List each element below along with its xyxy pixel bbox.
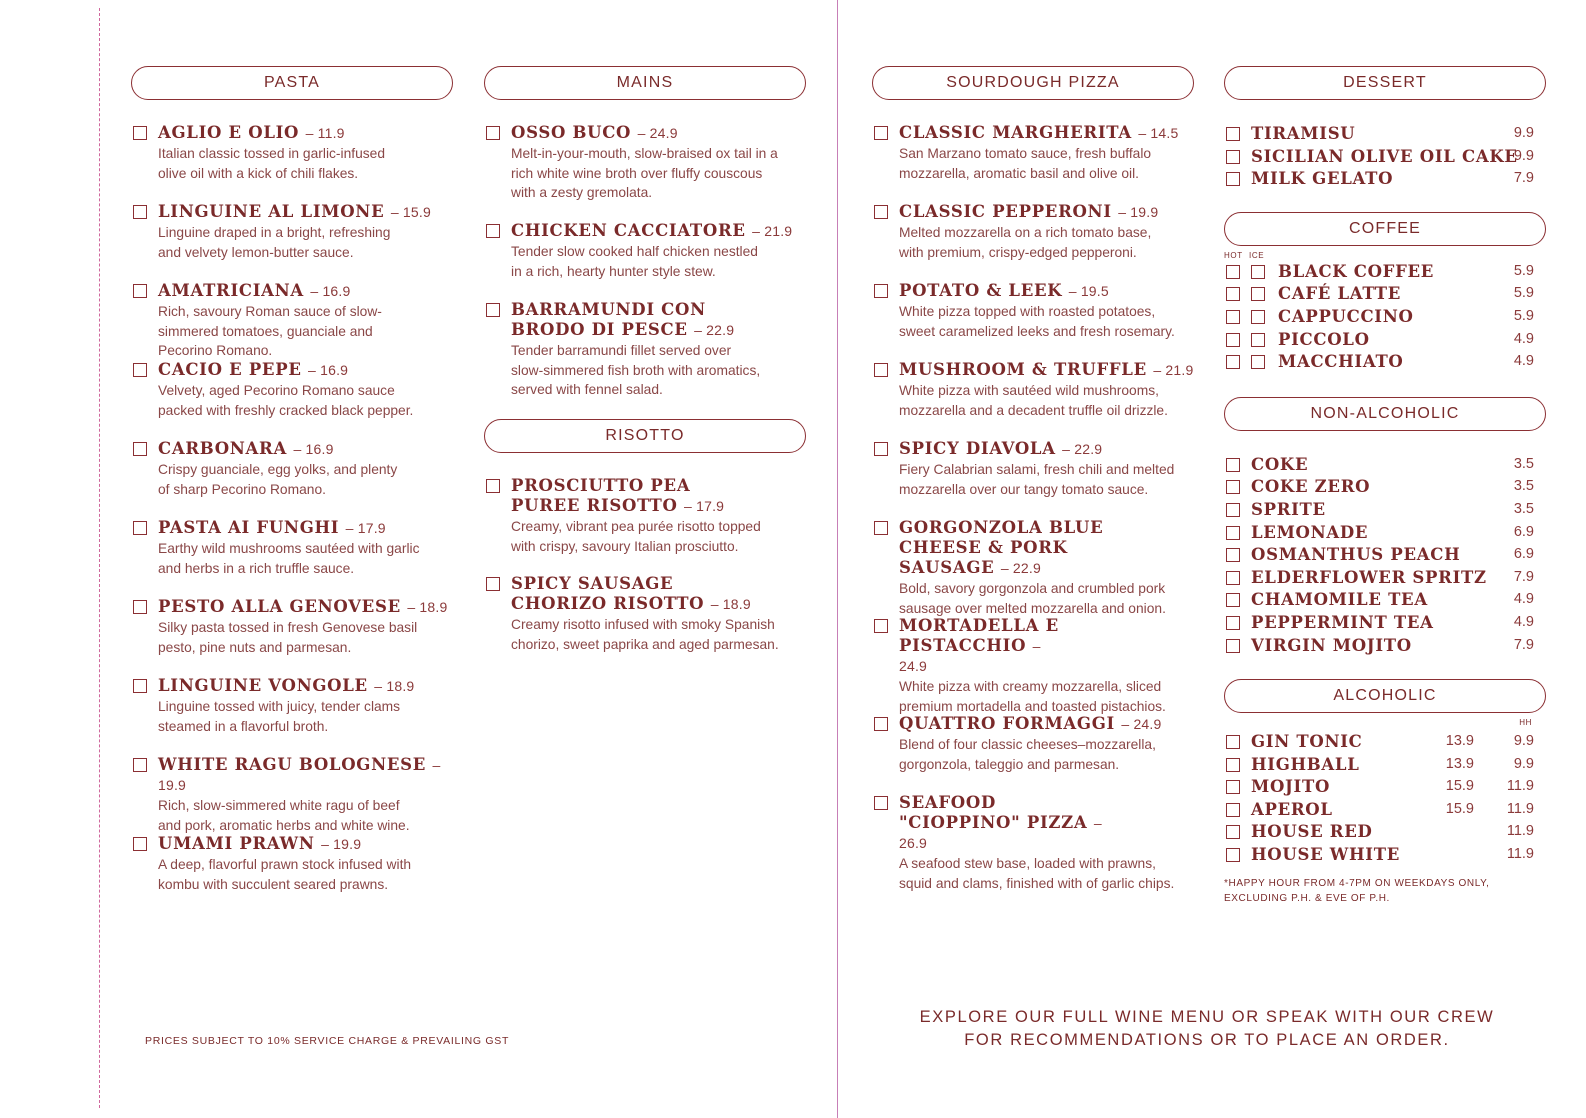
- item-name: GORGONZOLA BLUE CHEESE & PORK SAUSAGE: [899, 518, 1104, 577]
- item-description: Bold, savory gorgonzola and crumbled pork sausage over melted mozzarella and onion.: [899, 581, 1166, 616]
- drink-item: [1224, 351, 1546, 374]
- drink-name: PICCOLO: [1278, 329, 1370, 349]
- checkbox-icon[interactable]: [1226, 548, 1240, 562]
- item-title: [158, 360, 453, 380]
- drink-item: [1224, 635, 1546, 658]
- item-price: – 15.9: [390, 204, 431, 220]
- drink-name: TIRAMISU: [1251, 124, 1356, 143]
- checkbox-icon[interactable]: [1226, 150, 1240, 164]
- item-name: WHITE RAGU BOLOGNESE: [158, 755, 427, 774]
- drink-hh-price: 9.9: [1513, 733, 1534, 750]
- checkbox-icon[interactable]: [1226, 735, 1240, 749]
- item-price: – 19.9: [321, 836, 362, 852]
- drink-item: [1224, 821, 1546, 844]
- item-name: CHICKEN CACCIATORE: [511, 221, 746, 240]
- checkbox-icon[interactable]: [1226, 593, 1240, 607]
- menu-item: [484, 221, 806, 300]
- ice-checkbox-icon[interactable]: [1251, 333, 1265, 347]
- alcoholic-list: [1224, 731, 1546, 867]
- drink-name: OSMANTHUS PEACH: [1251, 545, 1461, 565]
- item-description: Italian classic tossed in garlic-infused olive oil with a kick of chili flakes.: [158, 146, 385, 181]
- drink-name: COKE ZERO: [1251, 477, 1371, 497]
- menu-item: [131, 518, 453, 597]
- menu-item: [484, 574, 806, 654]
- drink-hh-price: 11.9: [1506, 800, 1534, 817]
- checkbox-icon[interactable]: [1226, 758, 1240, 772]
- drink-price: 5.9: [1513, 285, 1534, 302]
- item-description: Tender slow cooked half chicken nestled in a rich, hearty hunter style stew.: [511, 244, 758, 279]
- item-price: – 24.9: [637, 125, 678, 141]
- ice-checkbox-icon[interactable]: [1251, 265, 1265, 279]
- checkbox-icon[interactable]: [133, 521, 147, 535]
- drink-item: [1224, 754, 1546, 777]
- checkbox-icon[interactable]: [133, 679, 147, 693]
- checkbox-icon[interactable]: [486, 126, 500, 140]
- checkbox-icon[interactable]: [1226, 848, 1240, 862]
- item-name: SPICY SAUSAGE CHORIZO RISOTTO: [511, 574, 705, 613]
- item-name: PESTO ALLA GENOVESE: [158, 597, 401, 616]
- item-price: – 14.5: [1138, 125, 1179, 141]
- drink-price: 4.9: [1513, 353, 1534, 370]
- hot-ice-labels: [1224, 249, 1546, 261]
- item-name: POTATO & LEEK: [899, 281, 1063, 300]
- mains-section: [484, 66, 806, 654]
- pasta-section: [131, 66, 453, 913]
- checkbox-icon[interactable]: [874, 126, 888, 140]
- menu-item: [131, 676, 453, 755]
- item-title: [899, 360, 1194, 380]
- drink-name: LEMONADE: [1251, 522, 1369, 542]
- item-price: – 11.9: [305, 125, 345, 141]
- item-description: Linguine draped in a bright, refreshing and velvety lemon-butter sauce.: [158, 225, 391, 260]
- item-name: SPICY DIAVOLA: [899, 439, 1056, 458]
- drink-name: BLACK COFFEE: [1278, 261, 1435, 281]
- menu-item: [131, 360, 453, 439]
- hot-checkbox-icon[interactable]: [1226, 265, 1240, 279]
- drink-item: [1224, 799, 1546, 822]
- item-title: [158, 202, 453, 222]
- item-description: White pizza with sautéed wild mushrooms, mozzarella and a decadent truffle oil drizzle.: [899, 383, 1168, 418]
- item-name: UMAMI PRAWN: [158, 834, 315, 853]
- menu-item: [872, 518, 1194, 616]
- item-title: [899, 714, 1194, 734]
- drink-name: HIGHBALL: [1251, 754, 1360, 774]
- item-name: AMATRICIANA: [158, 281, 304, 300]
- drink-hh-price: 11.9: [1506, 846, 1534, 863]
- item-price: – 19.9: [158, 757, 441, 793]
- menu-item: [131, 755, 453, 834]
- menu-item: [872, 281, 1194, 360]
- drink-item: [1224, 589, 1546, 612]
- fold-line: [837, 0, 838, 1118]
- drink-hh-price: 11.9: [1506, 823, 1534, 840]
- item-title: [511, 221, 806, 241]
- drink-name: COKE: [1251, 454, 1309, 474]
- checkbox-icon[interactable]: [486, 224, 500, 238]
- menu-item: [131, 202, 453, 281]
- checkbox-icon[interactable]: [874, 717, 888, 731]
- item-price: – 26.9: [899, 815, 1102, 851]
- item-title: [511, 574, 761, 614]
- drink-name: GIN TONIC: [1251, 732, 1363, 752]
- cut-guide-line: [99, 8, 100, 1108]
- item-title: [158, 755, 453, 795]
- checkbox-icon[interactable]: [1226, 480, 1240, 494]
- item-price: – 21.9: [1153, 362, 1194, 378]
- hot-checkbox-icon[interactable]: [1226, 287, 1240, 301]
- item-name: LINGUINE AL LIMONE: [158, 202, 385, 221]
- checkbox-icon[interactable]: [133, 758, 147, 772]
- drink-price: 3.5: [1513, 455, 1534, 472]
- item-description: White pizza topped with roasted potatoes, sweet caramelized leeks and fresh rosemary.: [899, 304, 1175, 339]
- drink-price: 3.5: [1513, 478, 1534, 495]
- menu-item: [872, 202, 1194, 281]
- drink-name: CHAMOMILE TEA: [1251, 590, 1428, 610]
- drink-price: 5.9: [1513, 307, 1534, 324]
- item-title: [511, 123, 806, 143]
- checkbox-icon[interactable]: [486, 479, 500, 493]
- drink-item: [1224, 283, 1546, 306]
- menu-item: [872, 123, 1194, 202]
- item-price: – 18.9: [407, 599, 448, 615]
- menu-item: [131, 439, 453, 518]
- drinks-section: [1224, 66, 1546, 906]
- checkbox-icon[interactable]: [1226, 803, 1240, 817]
- wine-menu-note: [900, 1006, 1514, 1052]
- item-price: – 18.9: [710, 596, 751, 612]
- item-title: [899, 281, 1194, 301]
- checkbox-icon[interactable]: [1226, 825, 1240, 839]
- checkbox-icon[interactable]: [1226, 571, 1240, 585]
- item-name: BARRAMUNDI CON BRODO DI PESCE: [511, 300, 706, 339]
- item-price: – 24.9: [1121, 716, 1162, 732]
- drink-item: [1224, 776, 1546, 799]
- drink-item: [1224, 476, 1546, 499]
- menu-item: [484, 123, 806, 221]
- menu-item: [484, 476, 806, 574]
- item-description: Earthy wild mushrooms sautéed with garlic and herbs in a rich truffle sauce.: [158, 541, 420, 576]
- drink-name: HOUSE WHITE: [1251, 845, 1400, 865]
- item-description: Velvety, aged Pecorino Romano sauce packed with freshly cracked black pepper.: [158, 383, 414, 418]
- item-title: [511, 476, 751, 516]
- hh-label-row: [1224, 713, 1546, 731]
- item-description: A deep, flavorful prawn stock infused with kombu with succulent seared prawns.: [158, 857, 412, 892]
- hot-checkbox-icon[interactable]: [1226, 333, 1240, 347]
- dessert-heading: DESSERT: [1224, 66, 1546, 100]
- drink-price: 4.9: [1513, 613, 1534, 630]
- item-price: – 24.9: [899, 638, 1041, 674]
- item-description: Creamy, vibrant pea purée risotto topped with crispy, savoury Italian prosciutto.: [511, 519, 761, 554]
- item-title: [899, 793, 1119, 853]
- wine-note-line-2: FOR RECOMMENDATIONS OR TO PLACE AN ORDER.: [964, 1031, 1450, 1049]
- menu-item: [484, 300, 806, 419]
- checkbox-icon[interactable]: [874, 284, 888, 298]
- drink-name: CAFÉ LATTE: [1278, 284, 1402, 304]
- drink-hh-price: 11.9: [1506, 778, 1534, 795]
- item-title: [158, 518, 453, 538]
- checkbox-icon[interactable]: [133, 442, 147, 456]
- item-description: A seafood stew base, loaded with prawns, squid and clams, finished with of garlic chips.: [899, 856, 1175, 891]
- item-name: QUATTRO FORMAGGI: [899, 714, 1115, 733]
- hot-checkbox-icon[interactable]: [1226, 310, 1240, 324]
- drink-name: VIRGIN MOJITO: [1251, 635, 1412, 655]
- drink-price: 9.9: [1513, 125, 1534, 141]
- drink-price: 6.9: [1513, 546, 1534, 563]
- checkbox-icon[interactable]: [133, 284, 147, 298]
- item-price: – 16.9: [310, 283, 351, 299]
- item-price: – 17.9: [684, 498, 725, 514]
- checkbox-icon[interactable]: [874, 363, 888, 377]
- item-description: Crispy guanciale, egg yolks, and plenty of sharp Pecorino Romano.: [158, 462, 398, 497]
- item-title: [158, 439, 453, 459]
- non-alcoholic-list: [1224, 454, 1546, 657]
- menu-item: [131, 123, 453, 202]
- checkbox-icon[interactable]: [1226, 127, 1240, 141]
- item-name: MUSHROOM & TRUFFLE: [899, 360, 1147, 379]
- pizza-section: [872, 66, 1194, 891]
- drink-name: MILK GELATO: [1251, 169, 1394, 189]
- hot-checkbox-icon[interactable]: [1226, 355, 1240, 369]
- pizza-list: [872, 123, 1194, 891]
- item-title: [899, 439, 1194, 459]
- checkbox-icon[interactable]: [133, 837, 147, 851]
- item-description: Melt-in-your-mouth, slow-braised ox tail in a rich white wine broth over fluffy couscous with a zesty gremolata.: [511, 146, 778, 200]
- item-description: Fiery Calabrian salami, fresh chili and melted mozzarella over our tangy tomato sauce.: [899, 462, 1175, 497]
- checkbox-icon[interactable]: [1226, 616, 1240, 630]
- drink-item: [1224, 329, 1546, 352]
- drink-item: [1224, 123, 1546, 146]
- risotto-heading: RISOTTO: [484, 419, 806, 453]
- item-description: Rich, slow-simmered white ragu of beef and pork, aromatic herbs and white wine.: [158, 798, 410, 833]
- item-name: CARBONARA: [158, 439, 287, 458]
- checkbox-icon[interactable]: [1226, 503, 1240, 517]
- checkbox-icon[interactable]: [1226, 458, 1240, 472]
- drink-item: [1224, 306, 1546, 329]
- item-name: CLASSIC MARGHERITA: [899, 123, 1132, 142]
- ice-checkbox-icon[interactable]: [1251, 310, 1265, 324]
- item-price: – 18.9: [374, 678, 415, 694]
- drink-price: 5.9: [1513, 262, 1534, 279]
- drink-price: 7.9: [1513, 170, 1534, 187]
- checkbox-icon[interactable]: [1226, 526, 1240, 540]
- item-title: [158, 123, 453, 143]
- ice-label: ICE: [1249, 250, 1265, 260]
- drink-name: ELDERFLOWER SPRITZ: [1251, 567, 1487, 587]
- checkbox-icon[interactable]: [133, 205, 147, 219]
- pizza-heading: SOURDOUGH PIZZA: [872, 66, 1194, 100]
- menu-item: [872, 439, 1194, 518]
- menu-item: [131, 597, 453, 676]
- checkbox-icon[interactable]: [486, 303, 500, 317]
- drink-name: MOJITO: [1251, 777, 1331, 797]
- item-name: MORTADELLA E PISTACCHIO: [899, 616, 1059, 655]
- item-price: – 22.9: [1000, 560, 1041, 576]
- item-title: [511, 300, 771, 340]
- item-title: [158, 676, 453, 696]
- checkbox-icon[interactable]: [133, 363, 147, 377]
- item-price: – 19.9: [1118, 204, 1159, 220]
- non-alcoholic-heading: NON-ALCOHOLIC: [1224, 397, 1546, 431]
- drink-item: [1224, 522, 1546, 545]
- drink-item: [1224, 499, 1546, 522]
- drink-name: HOUSE RED: [1251, 822, 1373, 842]
- drink-name: SICILIAN OLIVE OIL CAKE: [1251, 146, 1518, 166]
- checkbox-icon[interactable]: [874, 205, 888, 219]
- item-price: – 22.9: [694, 322, 735, 338]
- item-title: [899, 518, 1169, 578]
- item-description: Silky pasta tossed in fresh Genovese basil pesto, pine nuts and parmesan.: [158, 620, 418, 655]
- drink-item: [1224, 567, 1546, 590]
- drink-price: 9.9: [1513, 147, 1534, 164]
- item-price: – 17.9: [345, 520, 386, 536]
- checkbox-icon[interactable]: [486, 577, 500, 591]
- happy-hour-footnote: *HAPPY HOUR FROM 4-7PM ON WEEKDAYS ONLY, EXCLUDING P.H. & EVE OF P.H.: [1224, 877, 1490, 904]
- item-name: LINGUINE VONGOLE: [158, 676, 368, 695]
- wine-note-line-1: EXPLORE OUR FULL WINE MENU OR SPEAK WITH OUR CREW: [919, 1008, 1495, 1026]
- item-description: Linguine tossed with juicy, tender clams steamed in a flavorful broth.: [158, 699, 401, 734]
- drink-price: 4.9: [1513, 330, 1534, 347]
- item-name: CLASSIC PEPPERONI: [899, 202, 1112, 221]
- hot-label: HOT: [1224, 250, 1243, 260]
- drink-name: SPRITE: [1251, 499, 1326, 519]
- drink-hh-price: 9.9: [1513, 755, 1534, 772]
- item-name: SEAFOOD "CIOPPINO" PIZZA: [899, 793, 1088, 832]
- dessert-list: [1224, 123, 1546, 191]
- drink-item: [1224, 168, 1546, 191]
- item-price: – 21.9: [752, 223, 793, 239]
- drink-price: 6.9: [1513, 523, 1534, 540]
- checkbox-icon[interactable]: [1226, 639, 1240, 653]
- item-price: – 16.9: [293, 441, 334, 457]
- drink-price: 15.9: [1445, 778, 1474, 795]
- risotto-list: [484, 476, 806, 654]
- menu-item: [872, 616, 1194, 714]
- item-title: [158, 597, 453, 617]
- pasta-heading: PASTA: [131, 66, 453, 100]
- item-description: Rich, savoury Roman sauce of slow- simmered tomatoes, guanciale and Pecorino Romano.: [158, 304, 382, 358]
- checkbox-icon[interactable]: [874, 796, 888, 810]
- ice-checkbox-icon[interactable]: [1251, 287, 1265, 301]
- checkbox-icon[interactable]: [133, 126, 147, 140]
- coffee-list: [1224, 261, 1546, 374]
- checkbox-icon[interactable]: [874, 619, 888, 633]
- drink-price: 4.9: [1513, 591, 1534, 608]
- item-name: OSSO BUCO: [511, 123, 632, 142]
- drink-price: 13.9: [1445, 733, 1474, 750]
- drink-item: [1224, 146, 1546, 169]
- drink-name: PEPPERMINT TEA: [1251, 612, 1434, 632]
- item-price: – 19.5: [1068, 283, 1109, 299]
- item-name: PASTA AI FUNGHI: [158, 518, 340, 537]
- drink-price: 13.9: [1445, 755, 1474, 772]
- alcoholic-heading: ALCOHOLIC: [1224, 679, 1546, 713]
- item-description: Tender barramundi fillet served over slow-simmered fish broth with aromatics, served with fennel salad.: [511, 343, 761, 397]
- drink-price: 3.5: [1513, 500, 1534, 517]
- ice-checkbox-icon[interactable]: [1251, 355, 1265, 369]
- item-title: [158, 281, 453, 301]
- item-title: [899, 123, 1194, 143]
- checkbox-icon[interactable]: [1226, 172, 1240, 186]
- drink-item: [1224, 544, 1546, 567]
- item-name: CACIO E PEPE: [158, 360, 302, 379]
- drink-price: 7.9: [1513, 568, 1534, 585]
- drink-item: [1224, 454, 1546, 477]
- item-description: Melted mozzarella on a rich tomato base, with premium, crispy-edged pepperoni.: [899, 225, 1152, 260]
- menu-item: [131, 281, 453, 360]
- item-name: PROSCIUTTO PEA PUREE RISOTTO: [511, 476, 691, 515]
- item-name: AGLIO E OLIO: [158, 123, 300, 142]
- item-description: Blend of four classic cheeses–mozzarella, gorgonzola, taleggio and parmesan.: [899, 737, 1156, 772]
- item-title: [158, 834, 453, 854]
- menu-item: [872, 360, 1194, 439]
- drink-name: MACCHIATO: [1278, 352, 1404, 372]
- drink-price: 7.9: [1513, 636, 1534, 653]
- service-charge-note: PRICES SUBJECT TO 10% SERVICE CHARGE & PREVAILING GST: [145, 1035, 510, 1047]
- drink-name: APEROL: [1251, 799, 1333, 819]
- checkbox-icon[interactable]: [1226, 780, 1240, 794]
- drink-item: [1224, 731, 1546, 754]
- drink-item: [1224, 612, 1546, 635]
- item-description: San Marzano tomato sauce, fresh buffalo mozzarella, aromatic basil and olive oil.: [899, 146, 1152, 181]
- item-title: [899, 616, 1059, 676]
- menu-item: [131, 834, 453, 913]
- checkbox-icon[interactable]: [874, 521, 888, 535]
- hh-label: HH: [1519, 718, 1532, 728]
- checkbox-icon[interactable]: [874, 442, 888, 456]
- mains-list: [484, 123, 806, 419]
- pasta-list: [131, 123, 453, 913]
- checkbox-icon[interactable]: [133, 600, 147, 614]
- drink-name: CAPPUCCINO: [1278, 306, 1414, 326]
- menu-item: [872, 714, 1194, 793]
- coffee-heading: COFFEE: [1224, 212, 1546, 246]
- drink-item: [1224, 844, 1546, 867]
- item-description: White pizza with creamy mozzarella, sliced premium mortadella and toasted pistachios.: [899, 679, 1166, 714]
- item-title: [899, 202, 1194, 222]
- drink-price: 15.9: [1445, 800, 1474, 817]
- mains-heading: MAINS: [484, 66, 806, 100]
- item-price: – 22.9: [1062, 441, 1103, 457]
- item-description: Creamy risotto infused with smoky Spanish chorizo, sweet paprika and aged parmesan.: [511, 617, 779, 652]
- drink-item: [1224, 261, 1546, 284]
- item-price: – 16.9: [308, 362, 349, 378]
- menu-item: [872, 793, 1194, 891]
